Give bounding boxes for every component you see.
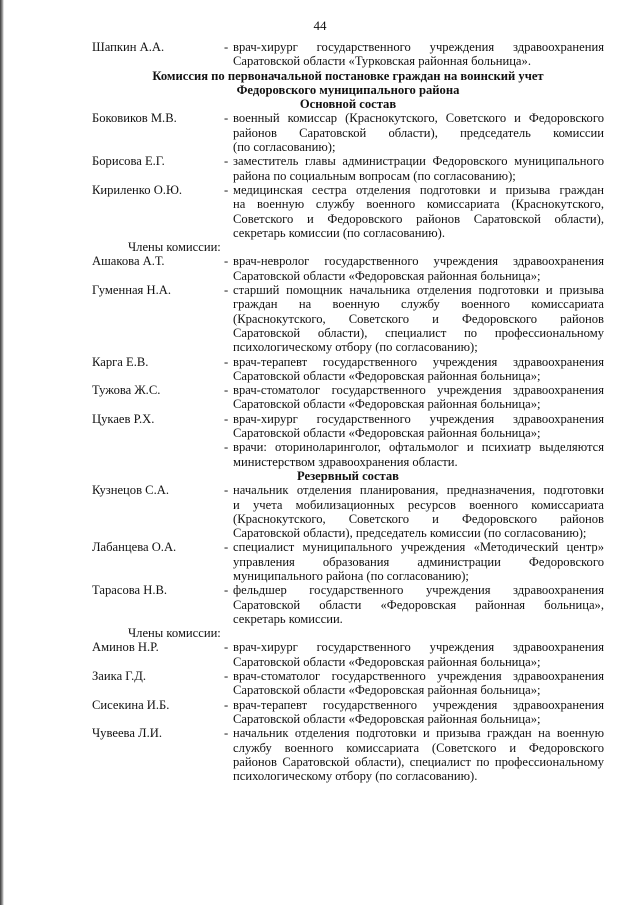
person-entry (92, 640, 604, 669)
person-name: Шапкин А.А. (92, 40, 165, 54)
role-line: службу военного комиссариата (Советского и Федоровского (233, 740, 604, 755)
role-line: муниципального района (по согласованию); (233, 568, 469, 583)
person-role (224, 540, 604, 583)
role-text (233, 440, 604, 469)
role-text (233, 383, 604, 412)
person-entry (92, 383, 604, 412)
role-line: начальник отделения планирования, предназначения, подготовки (233, 483, 604, 498)
dash: - (224, 111, 229, 126)
dash: - (224, 440, 229, 455)
header-entry (92, 40, 604, 69)
role-line: психологическому отбору (по согласованию). (233, 769, 478, 784)
person-role (224, 283, 604, 354)
person-entry (92, 583, 604, 626)
person-entry (92, 412, 604, 441)
role-text (233, 583, 604, 626)
role-text (233, 355, 604, 384)
role-line: фельдшер государственного учреждения здравоохранения (233, 583, 604, 598)
person-role (224, 698, 604, 727)
dash: - (224, 640, 229, 655)
role-line: Советского и Федоровского районов Саратовской области), (233, 211, 604, 226)
dash: - (224, 354, 229, 369)
dash: - (224, 583, 229, 598)
dash: - (224, 40, 229, 54)
role-line: Саратовской области «Федоровская районная больница»; (233, 268, 541, 283)
role-text (233, 40, 604, 69)
main-entries (92, 111, 604, 240)
role-line: (по согласованию); (233, 140, 336, 155)
person-entry (92, 483, 604, 540)
reserve-heading: Резервный состав (297, 468, 399, 483)
role-text (233, 540, 604, 583)
role-text (233, 669, 604, 698)
reserve-members (92, 640, 604, 783)
role-line: Саратовской области), председатель комиссии (по согласованию); (233, 526, 587, 541)
role-text (233, 698, 604, 727)
person-role (224, 440, 604, 469)
role-line: граждан на военную службу военного комиссариата (233, 297, 604, 312)
person-name: Цукаев Р.Х. (92, 411, 155, 426)
dash: - (224, 283, 229, 298)
person-entry (92, 540, 604, 583)
person-entry (92, 283, 604, 354)
role-line: Саратовской области «Федоровская районная больница»; (233, 683, 541, 698)
person-name: Аминов Н.Р. (92, 640, 159, 655)
person-role (224, 183, 604, 240)
person-entry (92, 154, 604, 183)
role-line: Саратовской области «Турковская районная больница». (233, 54, 531, 69)
role-line: министерством здравоохранения области. (233, 454, 458, 469)
role-line: (Краснокутского, Советского и Федоровского районов (233, 311, 604, 326)
dash: - (224, 154, 229, 169)
role-line: врач-хирург государственного учреждения здравоохранения (233, 411, 604, 426)
person-role (224, 669, 604, 698)
person-name: Тужова Ж.С. (92, 383, 161, 398)
role-line: врач-хирург государственного учреждения здравоохранения (233, 640, 604, 655)
person-role (224, 111, 604, 154)
page-number: 44 (313, 18, 327, 33)
role-line: врач-стоматолог государственного учреждения здравоохранения (233, 669, 604, 684)
commission-title-line: Комиссия по первоначальной постановке граждан на воинский учет (152, 68, 544, 83)
role-text (233, 154, 604, 183)
scan-edge (0, 0, 4, 905)
person-role (224, 412, 604, 441)
commission-title-line: Федоровского муниципального района (236, 82, 460, 97)
role-text (233, 254, 604, 283)
role-line: военный комиссар (Краснокутского, Советского и Федоровского (233, 111, 604, 126)
dash: - (224, 726, 229, 741)
person-name: Кузнецов С.А. (92, 483, 169, 498)
role-line: врач-невролог государственного учреждения здравоохранения (233, 254, 604, 269)
person-name: Заика Г.Д. (92, 669, 147, 684)
role-line: района по социальным вопросам (по согласованию); (233, 168, 516, 183)
role-line: медицинская сестра отделения подготовки и призыва граждан (233, 182, 604, 197)
reserve-members-label: Члены комиссии: (128, 626, 221, 641)
person-name (92, 440, 224, 469)
person-entry (92, 669, 604, 698)
person-role (224, 154, 604, 183)
dash: - (224, 483, 229, 498)
role-text (233, 412, 604, 441)
role-text (233, 726, 604, 783)
person-name: Борисова Е.Г. (92, 154, 165, 169)
person-entry (92, 183, 604, 240)
person-role (224, 726, 604, 783)
person-name: Ашакова А.Т. (92, 254, 165, 269)
role-line: заместитель главы администрации Федоровского муниципального (233, 154, 604, 169)
role-line: секретарь комиссии (по согласованию). (233, 225, 445, 240)
commission-list (92, 40, 604, 783)
role-line: специалист муниципального учреждения «Методический центр» (233, 540, 604, 555)
role-line: врач-хирург государственного учреждения здравоохранения (233, 40, 604, 54)
role-text (233, 640, 604, 669)
person-name: Тарасова Н.В. (92, 583, 168, 598)
role-line: врач-терапевт государственного учреждения здравоохранения (233, 697, 604, 712)
role-line: Саратовской области «Федоровская районная больница»; (233, 711, 541, 726)
role-line: районов Саратовской области), председатель комиссии (233, 125, 604, 140)
dash: - (224, 697, 229, 712)
dash: - (224, 182, 229, 197)
role-line: врач-стоматолог государственного учреждения здравоохранения (233, 383, 604, 398)
person-name: Карга Е.В. (92, 354, 149, 369)
role-line: секретарь комиссии. (233, 611, 343, 626)
dash: - (224, 540, 229, 555)
reserve-entries (92, 483, 604, 626)
role-text (233, 283, 604, 354)
dash: - (224, 383, 229, 398)
person-role (224, 483, 604, 540)
person-role (224, 640, 604, 669)
role-text (233, 483, 604, 540)
person-name: Лабанцева О.А. (92, 540, 177, 555)
role-text (233, 111, 604, 154)
person-entry (92, 698, 604, 727)
person-role (224, 583, 604, 626)
dash: - (224, 411, 229, 426)
role-text (233, 183, 604, 240)
dash: - (224, 669, 229, 684)
role-line: районов Саратовской области), специалист по профессиональному (233, 754, 604, 769)
person-role (224, 355, 604, 384)
person-name: Гуменная Н.А. (92, 283, 171, 298)
role-line: Саратовской области «Федоровская районная больница»; (233, 397, 541, 412)
person-entry (92, 111, 604, 154)
role-line: (Краснокутского, Советского и Федоровского районов (233, 511, 604, 526)
person-name: Сисекина И.Б. (92, 697, 170, 712)
dash: - (224, 254, 229, 269)
role-line: Саратовской области «Федоровская районная больница»; (233, 426, 541, 441)
role-line: Саратовской области «Федоровская районная больница»; (233, 654, 541, 669)
person-name: Кириленко О.Ю. (92, 182, 183, 197)
role-line: старший помощник начальника отделения подготовки и призыва (233, 283, 604, 298)
person-entry (92, 254, 604, 283)
main-members (92, 254, 604, 468)
role-line: врачи: оториноларинголог, офтальмолог и психиатр выделяются (233, 440, 604, 455)
person-name: Боковиков М.В. (92, 111, 177, 126)
role-line: управления образования администрации Федоровского (233, 554, 604, 569)
role-line: и учета мобилизационных ресурсов военного комиссариата (233, 497, 604, 512)
person-name: Чувеева Л.И. (92, 726, 162, 741)
role-line: начальник отделения подготовки и призыва граждан на военную (233, 726, 604, 741)
person-role (224, 254, 604, 283)
main-heading: Основной состав (299, 97, 397, 112)
person-entry (92, 440, 604, 469)
main-members-label: Члены комиссии: (128, 240, 221, 255)
role-line: на военную службу военного комиссариата (Краснокутского, (233, 197, 604, 212)
role-line: психологическому отбору (по согласованию); (233, 340, 478, 355)
person-role (224, 40, 604, 69)
role-line: Саратовской области «Федоровская районная больница», (233, 597, 604, 612)
role-line: врач-терапевт государственного учреждения здравоохранения (233, 354, 604, 369)
person-role (224, 383, 604, 412)
person-entry (92, 355, 604, 384)
role-line: Саратовской области «Федоровская районная больница»; (233, 368, 541, 383)
role-line: Саратовской области), специалист по профессиональному (233, 325, 604, 340)
person-entry (92, 726, 604, 783)
